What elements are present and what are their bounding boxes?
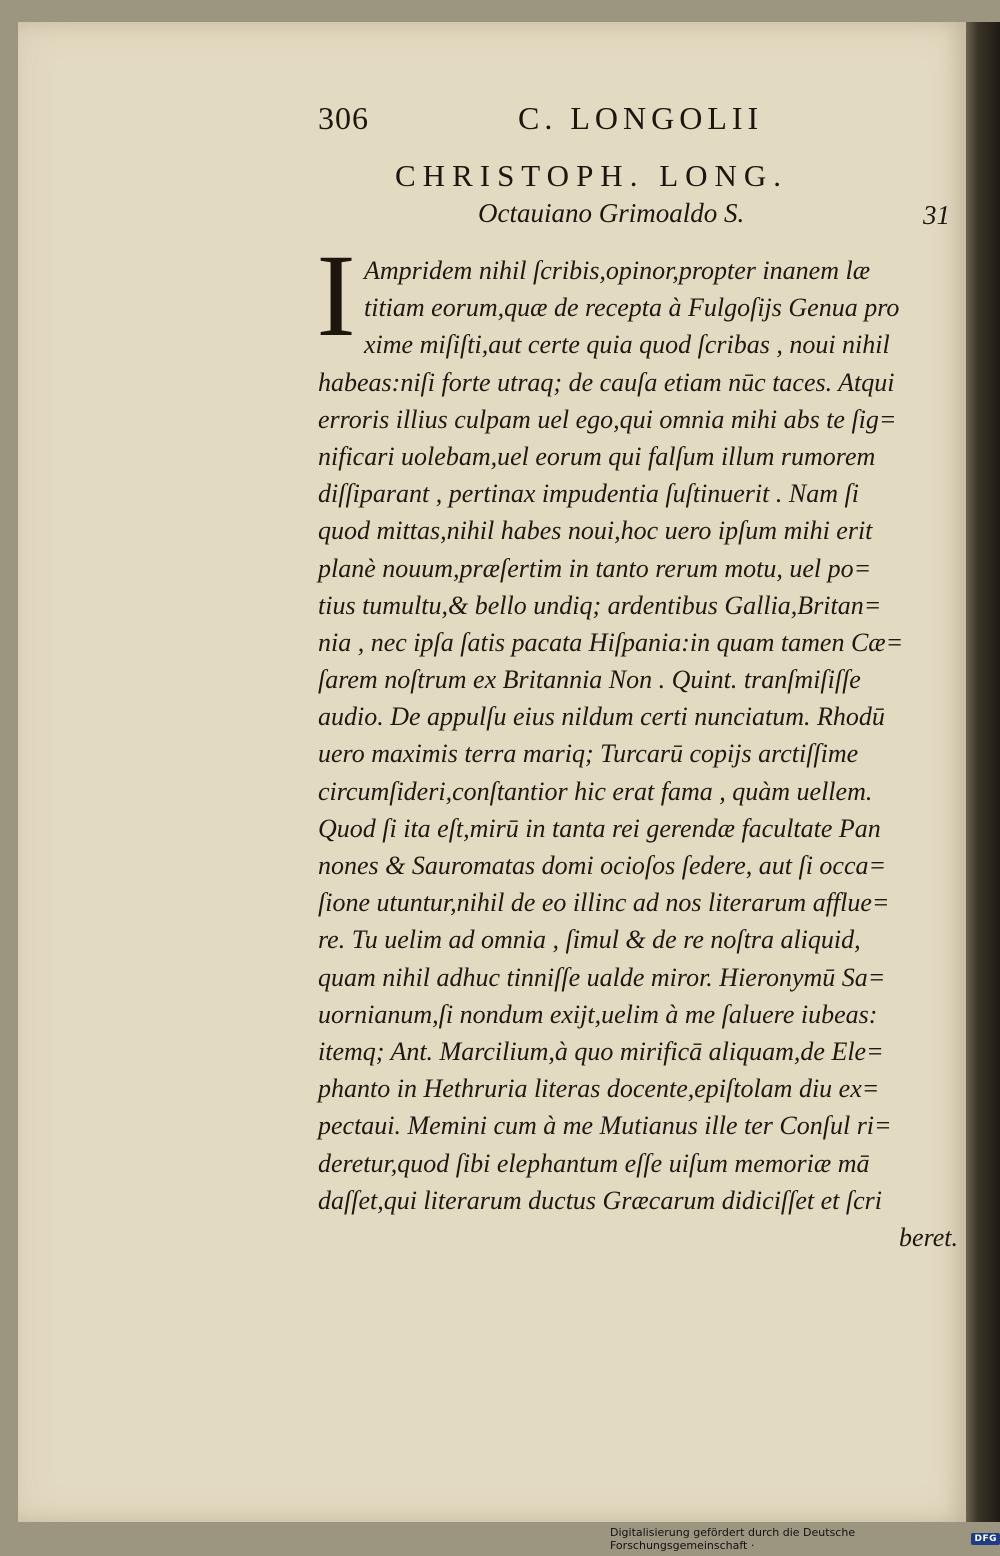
- credit-text: Digitalisierung gefördert durch die Deutsche Forschungsgemeinschaft ·: [610, 1526, 856, 1552]
- text-line: ſione utuntur,nihil de eo illinc ad nos literarum afflue=: [318, 888, 890, 918]
- text-line: deretur,quod ſibi elephantum eſſe uiſum memoriæ mā: [318, 1148, 870, 1178]
- text-line: uero maximis terra mariq; Turcarū copijs arctiſſime: [318, 739, 859, 769]
- text-line: pectaui. Memini cum à me Mutianus ille ter Conſul ri=: [318, 1111, 892, 1141]
- running-header: [318, 100, 798, 140]
- text-line: Quod ſi ita eſt,mirū in tanta rei gerendæ facultate Pan: [318, 813, 881, 843]
- text-line: phanto in Hethruria literas docente,epiſtolam diu ex=: [318, 1074, 880, 1104]
- text-line: nones & Sauromatas domi ocioſos ſedere, aut ſi occa=: [318, 851, 887, 880]
- text-line: tius tumultu,& bello undiq; ardentibus Gallia,Britan=: [318, 590, 882, 620]
- text-line: diſſiparant , pertinax impudentia ſuſtinuerit . Nam ſi: [318, 479, 859, 509]
- letter-body: [318, 252, 958, 1256]
- text-line: titiam eorum,quæ de recepta à Fulgoſijs Genua pro: [364, 293, 900, 323]
- running-title: C. LONGOLII: [518, 100, 764, 136]
- text-line: nificari uolebam,uel eorum qui falſum illum rumorem: [318, 441, 876, 471]
- text-line: xime miſiſti,aut certe quia quod ſcribas , noui nihil: [364, 330, 890, 360]
- text-line: circumſideri,conſtantior hic erat fama , quàm uellem.: [318, 776, 873, 806]
- text-line: planè nouum,præſertim in tanto rerum motu, uel po=: [318, 553, 872, 583]
- text-line: audio. De appulſu eius nildum certi nunciatum. Rhodū: [318, 702, 885, 732]
- text-line: quod mittas,nihil habes noui,hoc uero ipſum mihi erit: [318, 516, 873, 546]
- dfg-logo: DFG: [971, 1533, 1000, 1545]
- drop-cap-initial: I: [316, 230, 356, 361]
- page-edge-shadow: [966, 22, 1000, 1522]
- letter-heading: CHRISTOPH. LONG.: [395, 158, 789, 193]
- text-line: re. Tu uelim ad omnia , ſimul & de re noſtra aliquid,: [318, 925, 861, 955]
- text-line: daſſet,qui literarum ductus Græcarum didiciſſet et ſcri: [318, 1185, 883, 1215]
- letter-addressee: Octauiano Grimoaldo S.: [478, 198, 745, 228]
- letter-number: 31: [923, 200, 950, 230]
- text-line: quam nihil adhuc tinniſſe ualde miror. Hieronymū Sa=: [318, 962, 886, 992]
- catchword-line: beret.: [899, 1222, 958, 1252]
- text-line: nia , nec ipſa ſatis pacata Hiſpania:in quam tamen Cæ=: [318, 627, 904, 657]
- text-line: itemq; Ant. Marcilium,à quo mirificā aliquam,de Ele=: [318, 1036, 884, 1066]
- text-line: ſarem noſtrum ex Britannia Non . Quint. tranſmiſiſſe: [318, 665, 861, 695]
- text-line: Ampridem nihil ſcribis,opinor,propter inanem læ: [364, 256, 871, 285]
- digitization-credit: [610, 1528, 1000, 1550]
- text-line: habeas:niſi forte utraq; de cauſa etiam nūc taces. Atqui: [318, 367, 895, 397]
- text-line: erroris illius culpam uel ego,qui omnia mihi abs te ſig=: [318, 404, 897, 434]
- page-number: 306: [318, 100, 369, 136]
- text-line: uornianum,ſi nondum exijt,uelim à me ſaluere iubeas:: [318, 999, 878, 1029]
